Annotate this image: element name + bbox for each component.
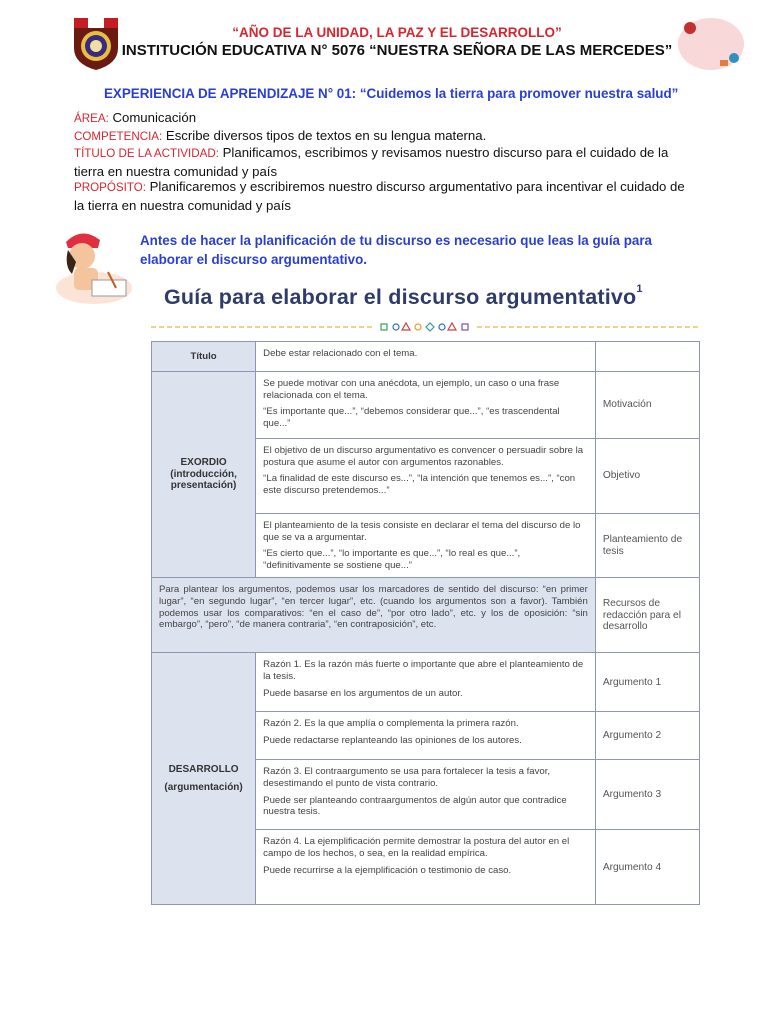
competencia-label: COMPETENCIA: (74, 130, 163, 143)
motivacion-desc-2: “Es importante que...”, “debemos considerar que...”, “es trascendental que...” (263, 406, 560, 429)
argumento-3-name-cell: Argumento 3 (595, 760, 699, 830)
planteamiento-desc-2: “Es cierto que...”, “lo importante es que...”, “lo real es que...”, “definitivamente se sostiene que...” (263, 548, 521, 571)
table-row-titulo (152, 342, 700, 372)
recursos-name-cell: Recursos de redacción para el desarrollo (595, 578, 699, 653)
titulo-line (74, 144, 696, 181)
titulo-empty-cell (595, 342, 699, 372)
competencia-value: Escribe diversos tipos de textos en su lengua materna. (165, 128, 487, 143)
exordio-label-1: EXORDIO (180, 457, 227, 469)
exordio-section-cell (152, 372, 256, 578)
argumento-1-desc-2: Puede basarse en los argumentos de un autor. (263, 687, 463, 699)
exordio-label-2: (introducción, (170, 468, 237, 480)
area-label: ÁREA: (74, 112, 109, 125)
argumento-1-desc-1: Razón 1. Es la razón más fuerte o importante que abre el planteamiento de la tesis. (263, 659, 584, 682)
desarrollo-label-2: (argumentación) (164, 781, 243, 793)
argumento-2-desc-1: Razón 2. Es la que amplía o complementa la primera razón. (263, 718, 519, 730)
argumento-3-desc-cell (256, 760, 596, 830)
argumento-4-name-cell: Argumento 4 (595, 830, 699, 905)
intro-text: Antes de hacer la planificación de tu discurso es necesario que leas la guía para elaborar el discurso argumentativo. (140, 233, 653, 267)
school-name: INSTITUCIÓN EDUCATIVA N° 5076 “NUESTRA SEÑORA DE LAS MERCEDES” (121, 42, 673, 59)
argumento-4-desc-1: Razón 4. La ejemplificación permite demostrar la postura del autor en el campo de los hechos, o sea, en la realidad empírica. (263, 836, 570, 859)
argumento-1-desc-cell (256, 653, 596, 712)
exordio-label-3: presentación) (170, 480, 237, 492)
objetivo-desc-1: El objetivo de un discurso argumentativo es convencer o persuadir sobre la postura que asume el autor con argumentos razonables. (263, 445, 584, 468)
table-row-recursos (152, 578, 700, 653)
objetivo-desc-cell (256, 439, 596, 514)
desarrollo-section-cell (152, 653, 256, 905)
titulo-value: Planificamos, escribimos y revisamos nuestro discurso para el cuidado de la tierra en nuestra comunidad y país (74, 145, 669, 179)
area-value: Comunicación (112, 110, 197, 125)
table-row-motivacion (152, 372, 700, 439)
argumento-2-desc-2: Puede redactarse replanteando las opiniones de los autores. (263, 734, 522, 746)
motivacion-name-cell: Motivación (595, 372, 699, 439)
guide-title-text: Guía para elaborar el discurso argumentativo (164, 285, 637, 309)
argumento-3-desc-1: Razón 3. El contraargumento se usa para fortalecer la tesis a favor, desestimando el punto de vista contrario. (263, 766, 551, 789)
titulo-desc: Debe estar relacionado con el tema. (263, 348, 418, 359)
planteamiento-desc-cell (256, 514, 596, 578)
objetivo-desc-2: “La finalidad de este discurso es...”, “la intención que tenemos es...”, “con este discurso pretendemos...” (263, 473, 576, 496)
guide-title (164, 285, 643, 310)
proposito-value: Planificaremos y escribiremos nuestro discurso argumentativo para incentivar el cuidado de la tierra en nuestra comunidad y país (74, 179, 685, 213)
decorative-divider (151, 319, 699, 335)
titulo-desc-cell (256, 342, 596, 372)
girl-writing-illustration (52, 226, 134, 306)
area-line (74, 109, 696, 128)
titulo-label: TÍTULO DE LA ACTIVIDAD: (74, 147, 219, 160)
proposito-line (74, 178, 696, 215)
argumento-4-desc-2: Puede recurrirse a la ejemplificación o testimonio de caso. (263, 864, 512, 876)
guide-footnote-mark: 1 (636, 283, 643, 295)
argumento-4-desc-cell (256, 830, 596, 905)
argumento-2-desc-cell (256, 712, 596, 760)
experience-title: EXPERIENCIA DE APRENDIZAJE N° 01: “Cuidemos la tierra para promover nuestra salud” (104, 86, 679, 101)
argumento-2-name-cell: Argumento 2 (595, 712, 699, 760)
proposito-label: PROPÓSITO: (74, 181, 146, 194)
area-comunicacion-logo (676, 14, 746, 74)
motivacion-desc-1: Se puede motivar con una anécdota, un ejemplo, un caso o una frase relacionada con el tema. (263, 378, 560, 401)
guide-table (151, 341, 700, 905)
argumento-1-name-cell: Argumento 1 (595, 653, 699, 712)
titulo-label-cell: Título (152, 342, 256, 372)
planteamiento-name-cell: Planteamiento de tesis (595, 514, 699, 578)
motto-line: “AÑO DE LA UNIDAD, LA PAZ Y EL DESARROLLO” (232, 25, 562, 40)
recursos-desc-cell: Para plantear los argumentos, podemos usar los marcadores de sentido del discurso: “en primer lugar”, “en segundo lugar”, “en tercer lugar”, etc. (cuando los argumentos son a favor). También podemos usar los comparativos: “en el caso de”, “por otro lado”, etc. y los de oposición: “sin embargo”, “pero”, “de manera contraria”, “en contraposición”, etc. (152, 578, 596, 653)
motivacion-desc-cell (256, 372, 596, 439)
table-row-argumento-1 (152, 653, 700, 712)
desarrollo-label-1: DESARROLLO (168, 764, 239, 776)
planteamiento-desc-1: El planteamiento de la tesis consiste en declarar el tema del discurso de lo que se va a argumentar. (263, 520, 581, 543)
argumento-3-desc-2: Puede ser planteando contraargumentos de algún autor que contradice nuestra tesis. (263, 794, 567, 818)
objetivo-name-cell: Objetivo (595, 439, 699, 514)
